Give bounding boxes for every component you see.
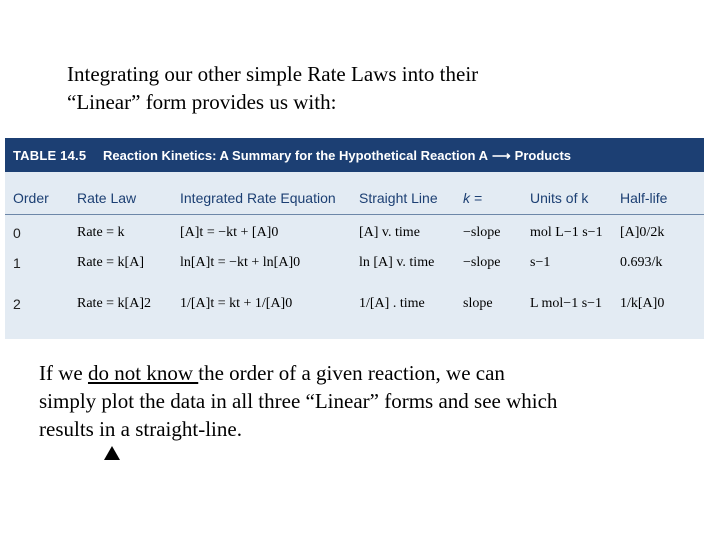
row-2-half-life: 1/k[A]0 <box>620 296 665 311</box>
row-0-k: −slope <box>463 225 501 240</box>
table-title-bar <box>5 138 704 172</box>
row-1-k: −slope <box>463 255 501 270</box>
row-1-order: 1 <box>13 255 21 271</box>
table-title-products: Products <box>514 148 572 163</box>
outro-text <box>39 359 689 443</box>
row-0-rate-law: Rate = k <box>77 225 125 240</box>
col-header-half-life: Half-life <box>620 190 668 206</box>
row-1-units: s−1 <box>530 255 551 270</box>
outro-underlined-phrase: do not know <box>87 361 199 385</box>
intro-text <box>67 60 667 116</box>
col-header-k: k = <box>463 190 483 206</box>
triangle-pointer-icon <box>104 446 120 460</box>
col-header-rate-law: Rate Law <box>77 190 137 206</box>
row-0-straight-line: [A] v. time <box>359 225 420 240</box>
table-title-text: Reaction Kinetics: A Summary for the Hypothetical Reaction A <box>103 148 489 163</box>
table-number: TABLE 14.5 <box>13 148 87 163</box>
outro-line-3: results in a straight-line. <box>39 417 242 441</box>
row-1-rate-law: Rate = k[A] <box>77 255 144 270</box>
row-2-rate-law: Rate = k[A]2 <box>77 296 151 311</box>
intro-line-2: “Linear” form provides us with: <box>67 90 337 114</box>
row-2-k: slope <box>463 296 493 311</box>
col-header-order: Order <box>13 190 49 206</box>
table-title <box>103 148 571 164</box>
row-0-integrated-equation: [A]t = −kt + [A]0 <box>180 225 279 240</box>
intro-line-1: Integrating our other simple Rate Laws into their <box>67 62 479 86</box>
col-header-integrated-rate-equation: Integrated Rate Equation <box>180 190 336 206</box>
row-1-straight-line: ln [A] v. time <box>359 255 435 270</box>
col-header-straight-line: Straight Line <box>359 190 438 206</box>
row-1-integrated-equation: ln[A]t = −kt + ln[A]0 <box>180 255 301 270</box>
row-0-half-life: [A]0/2k <box>620 225 665 240</box>
kinetics-summary-table <box>5 138 704 339</box>
row-2-integrated-equation: 1/[A]t = kt + 1/[A]0 <box>180 296 293 311</box>
outro-line-2: simply plot the data in all three “Linear” forms and see which <box>39 389 558 413</box>
row-0-units: mol L−1 s−1 <box>530 225 603 240</box>
header-separator <box>5 214 704 215</box>
reaction-arrow-icon: ⟶ <box>492 148 511 163</box>
col-header-units-of-k: Units of k <box>530 190 589 206</box>
outro-line-1-pre: If we <box>39 361 88 385</box>
outro-line-1-post: the order of a given reaction, we can <box>198 361 505 385</box>
outro-line-1 <box>39 359 689 387</box>
row-2-straight-line: 1/[A] . time <box>359 296 425 311</box>
row-1-half-life: 0.693/k <box>620 255 663 270</box>
row-2-order: 2 <box>13 296 21 312</box>
row-2-units: L mol−1 s−1 <box>530 296 603 311</box>
row-0-order: 0 <box>13 225 21 241</box>
